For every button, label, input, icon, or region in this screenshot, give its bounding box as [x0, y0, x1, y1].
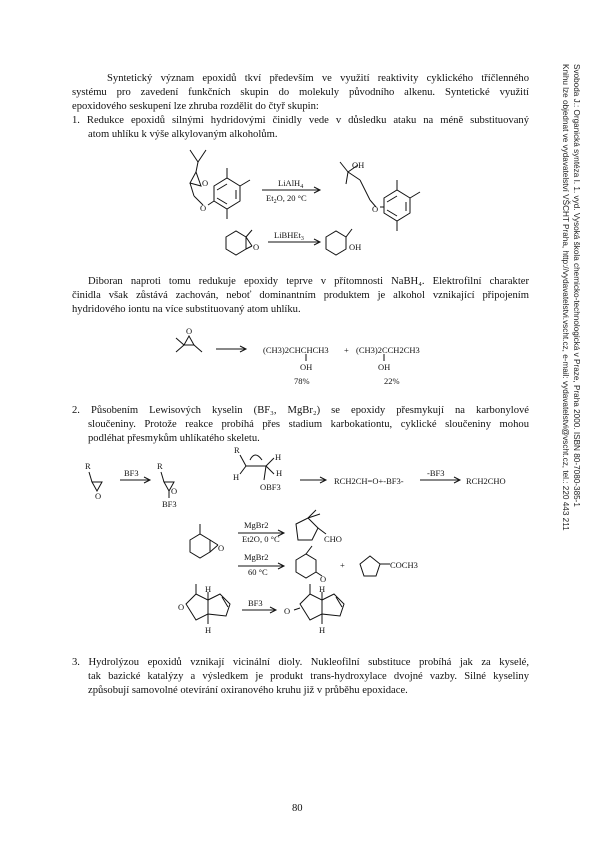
- reactant-o-label: O: [253, 242, 260, 252]
- epoxide-o-label: O: [186, 326, 193, 336]
- side-note-line-1: Svoboda J.: Organická syntéza I. 1. vyd. Vysoká škola chemicko-technologická v Praze, Praha 2000. ISBN 80-7080-385-1: [572, 64, 581, 507]
- ether-o-label: O: [200, 203, 207, 213]
- product-h-bottom: H: [319, 625, 326, 635]
- product2-oh: OH: [378, 362, 391, 372]
- epoxide-o: O: [218, 543, 225, 553]
- condition-2: 60 °C: [248, 567, 268, 577]
- intermediate-r: R: [234, 445, 240, 455]
- reagent-bf3: BF3: [124, 468, 139, 478]
- plus-sign: +: [340, 560, 345, 570]
- complex-bf3: BF3: [162, 499, 177, 509]
- yield2: 22%: [384, 376, 400, 386]
- condition-1: Et2O, 0 °C: [242, 534, 280, 544]
- intermediate-h-right: H: [276, 468, 283, 478]
- item3-line-3: způsobují samovolné otevírání oxiranového kruhu již v průběhu epoxidace.: [88, 685, 408, 696]
- reactant-r: R: [85, 461, 91, 471]
- reactant-h-top: H: [205, 584, 212, 594]
- aldehyde-product: RCH2CHO: [466, 476, 506, 486]
- item2-line-2: sloučeniny. Protože reakce probíhá přes stadium karbokationtu, cyklické sloučeniny mohou: [88, 419, 529, 430]
- loss-bf3: -BF3: [427, 468, 445, 478]
- product1-formula: (CH3)2CHCHCH3: [263, 345, 329, 355]
- diborane-line-2: činidla však zůstává zachován, neboť dominantním produktem je alkohol vznikající připojením: [72, 290, 529, 301]
- product-oh-label: OH: [352, 160, 365, 170]
- intermediate-obf3: OBF3: [260, 482, 281, 492]
- product1-oh: OH: [300, 362, 313, 372]
- item3-line-2: tak bazické katalýzy a výsledkem je produkt trans-hydroxylace dvojné vazby. Silné kyseliny: [88, 671, 529, 682]
- ketone-o: O: [320, 574, 327, 584]
- intro-line-3: epoxidového seskupení lze zhruba rozdělit do čtyř skupin:: [72, 101, 319, 112]
- intro-line-1: Syntetický význam epoxidů tkví především ve využití reaktivity cyklického tříčlenného: [107, 73, 529, 84]
- item2-line-3: podléhat přesmykům uhlíkatého skeletu.: [88, 433, 260, 444]
- epoxide-o-label: O: [202, 178, 209, 188]
- side-note: [561, 64, 600, 664]
- reagent-libhet3: LiBHEt$_3$: [274, 230, 304, 242]
- condition-et2o-20c: $Et_2O$, 20 °C: [266, 193, 307, 205]
- epoxide-o: O: [178, 602, 185, 612]
- intro-line-2: systému pro zavedení funkčních skupin do molekuly původního alkenu. Syntetické využití: [72, 87, 529, 98]
- reagent-bf3: BF3: [248, 598, 263, 608]
- reagent-lialh4: LiAlH$_4$: [278, 178, 304, 190]
- reagent-mgbr2-2: MgBr2: [244, 552, 269, 562]
- product-left-ring: [300, 594, 322, 620]
- reactant-left-ring: [186, 594, 208, 620]
- intermediate-h-left: H: [233, 472, 240, 482]
- complex-r: R: [157, 461, 163, 471]
- intermediate-h-top: H: [275, 452, 282, 462]
- reagent-mgbr2-1: MgBr2: [244, 520, 269, 530]
- oxonium-intermediate: RCH2CH=O+-BF3-: [334, 476, 404, 486]
- side-note-line-2: Knihu lze objednat ve vydavatelství VŠCHT Praha, http://vydavatelstvi.vscht.cz, e-mail: vydavatelstvi@vscht.cz, tel.: 220 443 211: [561, 64, 570, 531]
- product-ether-o-label: O: [372, 204, 379, 214]
- complex-o: O: [171, 486, 178, 496]
- product2-formula: (CH3)2CCH2CH3: [356, 345, 420, 355]
- page-number: 80: [292, 803, 303, 814]
- acetyl-coch3: COCH3: [390, 560, 418, 570]
- item3-line-1: 3. Hydrolýzou epoxidů vznikají vicinální dioly. Nukleofilní substituce probíhá jak za kyselé,: [72, 657, 529, 668]
- reactant-h-bottom: H: [205, 625, 212, 635]
- ketone-o: O: [284, 606, 291, 616]
- diborane-line-3: hydridového iontu na více substituovaný atom uhlíku.: [72, 304, 301, 315]
- item1-line-2: atom uhlíku k výše alkylovaným alkoholům.: [88, 129, 278, 140]
- yield1: 78%: [294, 376, 310, 386]
- plus-sign: +: [344, 345, 349, 355]
- item1-line-1: 1. Redukce epoxidů silnými hydridovými činidly vede v důsledku ataku na méně substituovaný: [72, 115, 529, 126]
- aldehyde-cho: CHO: [324, 534, 342, 544]
- diborane-line-1: Diboran naproti tomu redukuje epoxidy teprve v přítomnosti NaBH₄. Elektrofilní charakter: [88, 276, 529, 287]
- item2-line-1: 2. Působením Lewisových kyselin (BF₃, MgBr₂) se epoxidy přesmykují na karbonylové: [72, 405, 529, 416]
- product-h-top: H: [319, 584, 326, 594]
- reactant-o: O: [95, 491, 102, 501]
- product-oh-label: OH: [349, 242, 362, 252]
